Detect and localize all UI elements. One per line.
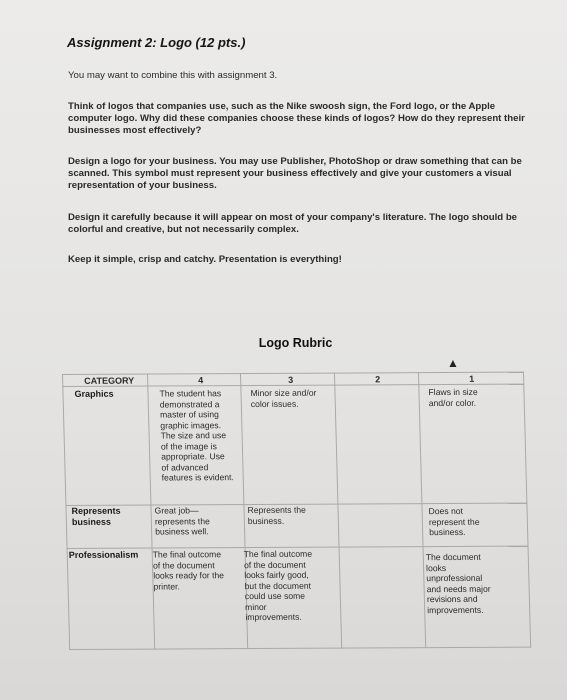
table-border-bottom [69, 647, 531, 650]
graphics-score-4-text: The student has demonstrated a master of using graphic images. The size and use of the image is appropriate. Use of advanced features is evident. [159, 388, 234, 483]
graphics-score-1-text: Flaws in size and/or color. [428, 386, 478, 408]
professionalism-score-3-text: The final outcome of the document looks fairly good, but the document could use some minor improvements. [243, 548, 313, 623]
paragraph-combine-note: You may want to combine this with assignment 3. [68, 70, 278, 81]
professionalism-score-4-text: The final outcome of the document looks ready for the printer. [152, 549, 225, 592]
paragraph-keep-simple: Keep it simple, crisp and catchy. Presentation is everything! [68, 254, 342, 265]
table-border-left [62, 374, 70, 650]
represents-score-3-text: Represents the business. [247, 504, 306, 526]
category-represents-business: Represents business [71, 505, 121, 527]
header-score-1: 1 [469, 373, 475, 384]
rubric-table [62, 372, 531, 650]
paragraph-think-logos: Think of logos that companies use, such as the Nike swoosh sign, the Ford logo, or the Apple computer logo. Why did these companies choose these kinds of logos? How do they represent their businesses most effectively? [68, 101, 525, 136]
header-category: CATEGORY [84, 375, 135, 386]
paragraph-design-carefully: Design it carefully because it will appear on most of your company's literature. The logo should be colorful and creative, but not necessarily complex. [68, 212, 518, 235]
header-score-4: 4 [198, 375, 204, 386]
category-professionalism: Professionalism [68, 549, 139, 560]
header-score-2: 2 [375, 374, 381, 385]
professionalism-score-1-text: The document looks unprofessional and needs major revisions and improvements. [425, 551, 491, 615]
category-graphics: Graphics [74, 388, 114, 399]
header-score-3: 3 [288, 374, 294, 385]
represents-score-4-text: Great job— represents the business well. [154, 505, 210, 537]
graphics-score-3-text: Minor size and/or color issues. [250, 387, 317, 409]
pointer-cursor-icon: ▲ [447, 356, 459, 370]
represents-score-1-text: Does not represent the business. [428, 505, 480, 538]
assignment-heading: Assignment 2: Logo (12 pts.) [67, 35, 246, 50]
rubric-title: Logo Rubric [258, 336, 333, 350]
table-col-divider [418, 372, 426, 648]
paragraph-design-logo: Design a logo for your business. You may use Publisher, PhotoShop or draw something that can be scanned. This symbol must represent your business effectively and give your customers a visual representation of your business. [68, 156, 522, 191]
